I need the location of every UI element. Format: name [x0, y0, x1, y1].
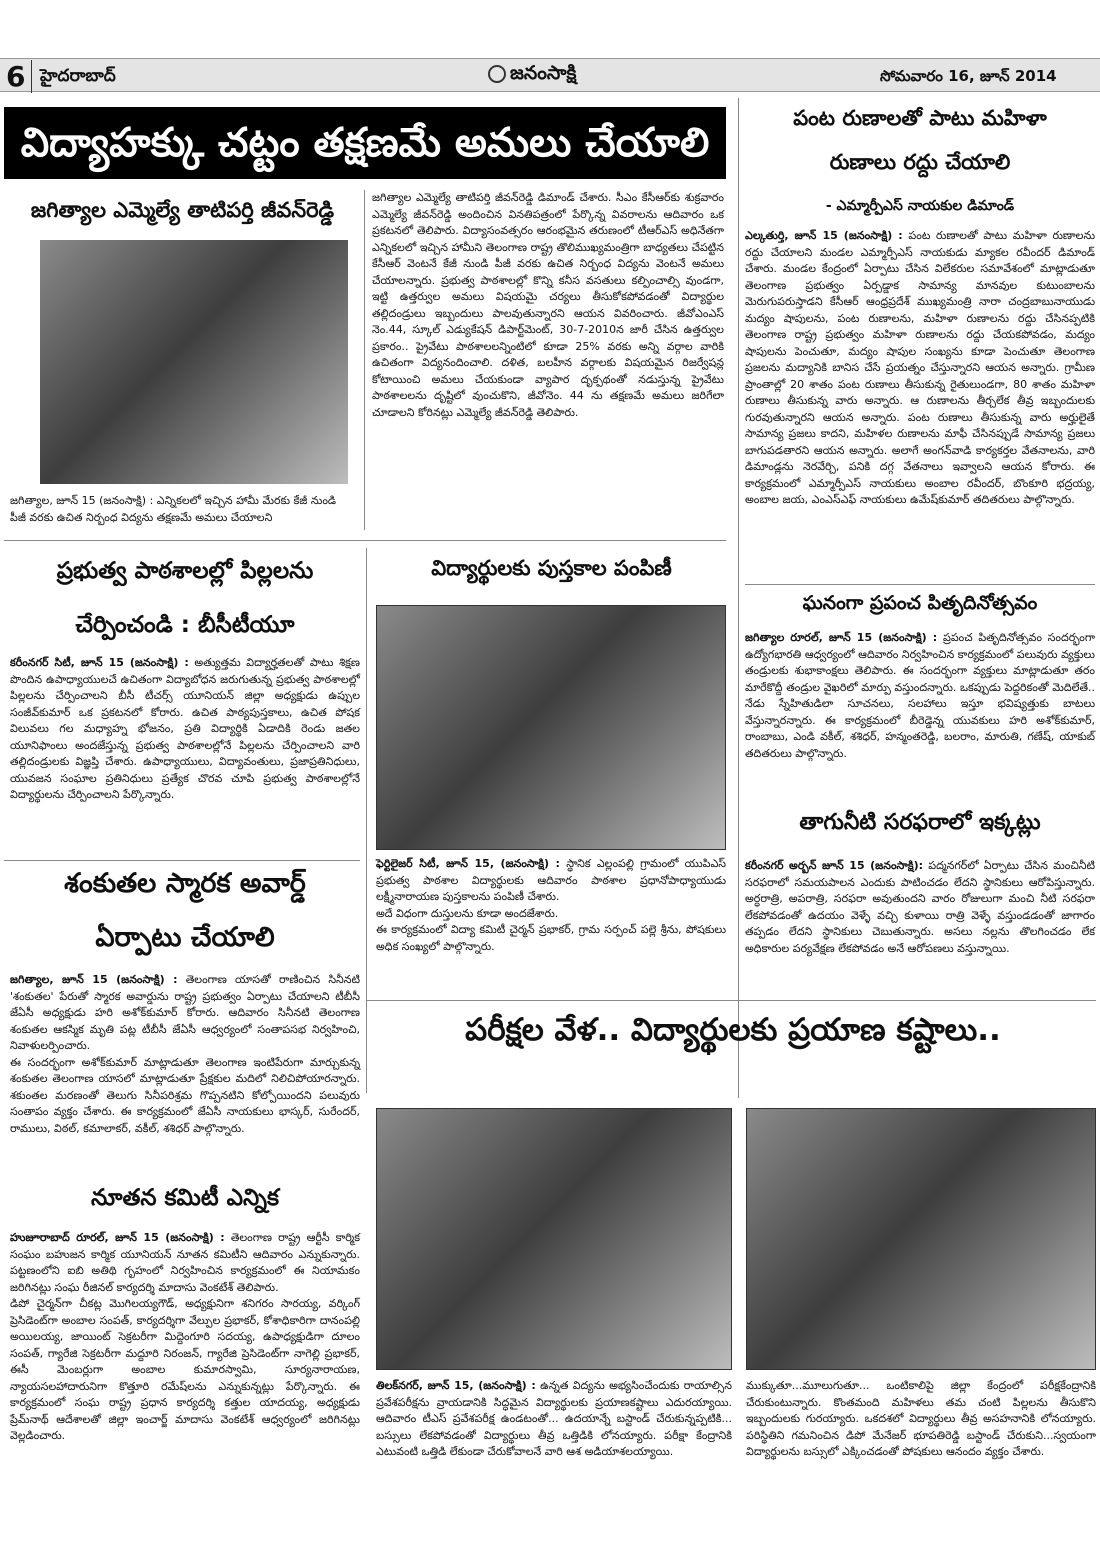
- story9-headline: పరీక్షల వేళ.. విద్యార్థులకు ప్రయాణ కష్టాలు..: [465, 1012, 1001, 1048]
- story5-dateline: జగిత్యాల రూరల్, జూన్ 15 (జనంసాక్షి) :: [745, 631, 938, 644]
- story5-headline: ఘనంగా ప్రపంచ పితృదినోత్సవం: [802, 592, 1038, 614]
- story6-text: [745, 858, 1095, 957]
- page-number: 6: [6, 60, 32, 93]
- story1-subhead: జగిత్యాల ఎమ్మెల్యే తాటిపర్తి జీవన్‌రెడ్డి: [30, 198, 335, 222]
- section-rule: [4, 860, 360, 861]
- story2-body: పంట రుణాలతో పాటు మహిళా రుణాలను రద్దు చేయాలని మండల ఎమ్మార్పీఎస్ నాయకుడు మ్యాకల రవీందర్ డిమాండ్ చేశారు. మండల కేంద్రంలో ఏర్పాటు చేసిన విలేకరుల సమావేశంలో మాట్లాడుతూ తెలంగాణ ప్రభుత్వం ఏర్పడ్డాక సామాన్య మానవుల కుటుంబాలను మెరుగుపరుస్తాడని కేసీఆర్ ఆంధ్రప్రదేశ్ ముఖ్యమంత్రి నారా చంద్రబాబునాయుడు మద్యం షాపులను, పంట రుణాలను, మహిళా రుణాలను రద్దు చేసినప్పటికి తెలంగాణ రాష్ట్ర ప్రభుత్వం మహిళా రుణాలను రద్దు చేయకపోవడం, మద్యం షాపులను పెంచుతూ, మద్యం షాపుల సంఖ్యను కూడా పెంచుతూ తెలంగాణ ప్రజలను మద్యానికి బానిస చేసే ప్రయత్నం చేస్తున్నారని ఆయన అన్నారు. గ్రామీణ ప్రాంతాల్లో 20 శాతం పంట రుణాలు తీసుకున్న రైతులుండగా, 80 శాతం మహిళా రుణాలు తీసుకున్న వారు అన్నారు. ఆ రుణాలను తీర్చలేక తీవ్ర ఇబ్బందులకు గురవుతున్నారని ఆయన అన్నారు. పంట రుణాలు తీసుకున్న వారు అర్హులైతే సామాన్య ప్రజలు కాదని, మహిళల రుణాలను మాఫీ చేసినప్పుడే సామాన్య ప్రజలు బాగుపడతారని ఆయన అన్నారు. అలాగే అంగన్‌వాడి కార్యకర్తల వేతనాలను, వారి డిమాండ్లను నెరవేర్చి, పనికి దగ్గ వేతనాలు ఇవ్వాలని ఆయన కోరారు. ఈ కార్యక్రమంలో ఎమ్మార్పీఎస్ నాయకులు అంబాల రవీందర్, బొంకూరి భద్రయ్య, అంబాల జయ, ఎంఎస్‌ఎఫ్ నాయకులు ఉమేష్‌కుమార్ తదితరులు పాల్గొన్నారు.: [745, 229, 1096, 506]
- issue-date: సోమవారం 16, జూన్ 2014: [880, 67, 1057, 85]
- masthead: [488, 62, 576, 89]
- story8-headline: నూతన కమిటీ ఎన్నిక: [90, 1185, 279, 1211]
- story9-body2: ముక్కుతూ...మూలుగుతూ... ఒంటికాలిపై జిల్లా కేంద్రంలో పరీక్షకేంద్రానికి చేరుకుంటున్నారు. కొంతమంది మహిళలు తమ చంటి పిల్లలను తీసుకొని ఇబ్బందులకు గురయ్యారు. ఒకదశలో విద్యార్థులు తీవ్ర అసహనానికి లోనయ్యారు. పరిస్థితిని గమనించిన డిపో మేనేజర్ భూపతిరెడ్డి బస్టాండ్ చేరుకుని...స్వయంగా విద్యార్థులను బస్సులో ఎక్కించడంతో పోషకులు ఆనందం వ్యక్తం చేశారు.: [746, 1379, 1096, 1458]
- story7-text: [10, 972, 360, 1137]
- story8-body2: డిపో చైర్మన్‌గా చీకట్ల మొగిలయ్యగౌడ్, అధ్యక్షునిగా శనిగరం సారయ్య, వర్కింగ్ ప్రెసిడెంట్‌గా అంబాల సంపత్, కార్యదర్శిగా వేల్పుల ప్రభాకర్, కోశాధికారిగా దానంపల్లి అయిలయ్య, జాయింట్ సెక్రటరీగా మిద్దెంగూరి సదయ్య, ఉపాధ్యక్షుడిగా దూలం సంపత్, గ్యారేజి సెక్రటరీగా మద్దూరి నిరంజన్, గ్యారేజి ప్రెసిడెంట్‌గా నాగెల్లి ప్రభాకర్, ఈసీ మెంబర్లుగా అంబాల కుమారస్వామి, సూర్యనారాయణ, న్యాయసలహాదారునిగా కొత్తూరి రమేష్‌లను ఎన్నుకున్నట్లు పేర్కొన్నారు. ఈ కార్యక్రమంలో సంఘ రాష్ట్ర ప్రధాన కార్యదర్శి కత్తుల యాదయ్య, అధ్యక్షుడు ప్రేమ్‌నాథ్ ఆదేశాలతో జిల్లా ఇంచార్జ్ మాదాసు వెంకటేశ్ ఆధ్వర్యంలో జరిగినట్లు వెల్లడించారు.: [10, 1297, 360, 1442]
- column-rule: [738, 98, 739, 1098]
- story5-body: ప్రపంచ పితృదినోత్సవం సందర్భంగా ఉద్యోగభారతి ఆధ్వర్యంలో ఆదివారం నిర్వహించిన కార్యక్రమంలో పలువురు వ్యక్తులు తండ్రులకు శుభాకాంక్షలు తెలిపారు. ఈ సందర్భంగా వ్యక్తులు మాట్లాడుతూ తరం మారేకొద్దీ తండ్రుల వైఖరిలో మార్పు వస్తుందన్నారు. ఒకప్పుడు పెద్దరికంతో మెదిలేతే.. నేడు స్నేహితుడిలా సూచనలు, సలహాలు ఇస్తూ భవిష్యత్తుకు బాటలు వేస్తున్నారన్నారు. ఈ కార్యక్రమంలో బీరెడ్డెన్న యువకులు హరి అశోక్‌కుమార్, రాంబాబు, ఎండి వకీల్, శశిధర్, హన్మంతరెడ్డి, బలరాం, మారుతి, గణేష్, యాకుబ్ తదితరులు పాల్గొన్నారు.: [745, 631, 1095, 760]
- story6-dateline: కరీంనగర్ అర్బన్ జూన్ 15 (జనంసాక్షి):: [745, 859, 924, 872]
- story9-photo-1: [376, 1108, 732, 1370]
- story8-body: తెలంగాణ రాష్ట్ర ఆర్టీసీ కార్మిక సంఘం బహుజన కార్మిక యూనియన్ నూతన కమిటీని ఆదివారం ఎన్నుకున్నారు. పట్టణంలోని ఐబి అతిథి గృహంలో నిర్వహించిన కార్యక్రమంలో ఈ నియామకం జరిగినట్లు సంఘ రీజినల్ కార్యదర్శి మాదాసు వెంకటేశ్ తెలిపారు.: [10, 1231, 361, 1294]
- story3-body: అత్యుత్తమ విద్యార్హతలతో పాటు శిక్షణ పొందిన ఉపాధ్యాయులచే ఉచితంగా విద్యాబోధన జరుగుతున్న ప్రభుత్వ పాఠశాలల్లో పిల్లలను చేర్పించాలని బీసీ టీచర్స్ యూనియన్ జిల్లా అధ్యక్షుడు ఉప్పుల సంజీవ్‌కుమార్ ఒక ప్రకటనలో కోరారు. ఉచిత పాఠ్యపుస్తకాలు, ఉచిత పోషక విలువలు గల మధ్యాహ్న భోజనం, ప్రతి విద్యార్థికి ఏడాదికి రెండు జతల యూనిఫాంలు అందజేస్తున్న ప్రభుత్వ పాఠశాలల్లోనే పిల్లలను చేర్పించాలని వారి తల్లిదండ్రులకు విజ్ఞప్తి చేశారు. ఉపాధ్యాయులు, విద్యావంతులు, ప్రజాప్రతినిధులు, యువజన సంఘాల ప్రతినిధులు ప్రత్యేక చొరవ చూపి ప్రభుత్వ పాఠశాలల్లోనే విద్యార్థులను చేర్పించాలని పేర్కొన్నారు.: [10, 656, 360, 801]
- story1-headline: విద్యాహక్కు చట్టం తక్షణమే అమలు చేయాలి: [4, 107, 726, 179]
- story3-headline-line1: ప్రభుత్వ పాఠశాలల్లో పిల్లలను: [56, 558, 314, 584]
- story8-text: [10, 1230, 360, 1445]
- story7-body: తెలంగాణ యాసతో రాణించిన సినీనటి 'శంకుతల' పేరుతో స్మారక అవార్డును రాష్ట్ర ప్రభుత్వం ఏర్పాటు చేయాలని టీబీసీ జేఏసీ అధ్యక్షుడు హరి అశోక్‌కుమార్ కోరారు. ఆదివారం సినీనటి తెలంగాణ శంకుతల ఆకస్మిక మృతి పట్ల టీబీసీ జేఏసీ ఆధ్వర్యంలో సంతాపసభ నిర్వహించి, నివాళులర్పించారు.: [10, 973, 360, 1052]
- story5-text: [745, 630, 1095, 762]
- story6-headline: తాగునీటి సరఫరాలో ఇక్కట్లు: [799, 810, 1041, 835]
- story1-caption: జగిత్యాల, జూన్ 15 (జనంసాక్షి) : ఎన్నికలలో ఇచ్చిన హామీ మేరకు కేజీ నుండి పీజీ వరకు ఉచిత నిర్బంధ విద్యను తక్షణమే అమలు చేయాలని: [10, 494, 337, 524]
- story2-dateline: ఎల్కతుర్తి, జూన్ 15 (జనంసాక్షి) :: [745, 229, 903, 242]
- story2-headline-line2: రుణాలు రద్దు చేయాలి: [829, 150, 1011, 174]
- story2-headline-line1: పంట రుణాలతో పాటు మహిళా: [793, 106, 1047, 130]
- story7-dateline: జగిత్యాల, జూన్ 15 (జనంసాక్షి) :: [10, 973, 178, 986]
- story1-body: జగిత్యాల ఎమ్మెల్యే తాటిపర్తి జీవన్‌రెడ్డి డిమాండ్ చేశారు. సీఎం కేసీఆర్‌కు శుక్రవారం ఎమ్మెల్యే జీవన్‌రెడ్డి అందించిన వినతిపత్రంలో పేర్కొన్న వివరాలను ఆదివారం ఒక ప్రకటనలో తెలిపారు. విద్యాసంవత్సరం ఆరంభమైన తరుణంలో టీఆర్‌ఎస్ అధినేతగా ఎన్నికలలో ఇచ్చిన హామీని తెలంగాణ రాష్ట్ర తొలిముఖ్యమంత్రిగా బాధ్యతలు చేపట్టిన కేసీఆర్ వెంటనే కేజీ నుండి పీజీ వరకు ఉచిత నిర్బంధ విద్యను వెంటనే అమలు చేయాలన్నారు. ప్రభుత్వ పాఠశాలల్లో కొన్ని కనీస వసతులు కల్పించాల్సి వుండగా, ఇట్టి ఉత్తర్వుల అమలు విషయమై చర్యలు తీసుకోకపోవడంతో విద్యార్థుల తల్లిదండ్రులు ఇబ్బందులు పాలవుతున్నారని ఆయన వివరించారు. జీవోఎంఎస్ నెం.44, స్కూల్ ఎడ్యుకేషన్ డిపార్ట్‌మెంట్, 30-7-2010న జారీ చేసిన ఉత్తర్వుల ప్రకారం.. ప్రైవేటు పాఠశాలలన్నింటిలో కూడా 25% వరకు అన్ని వర్గాల వారికి ఉచితంగా విద్యనందించాలి. దళిత, బలహీన వర్గాలకు విషయమైన రిజర్వేషన్ల కోటాయించి అమలు చేయకుండా వ్యాపార దృక్పథంతో నడుస్తున్న ప్రైవేటు పాఠశాలలను దృష్టిలో వుంచుకొని, జీవోనెం. 44 ను తక్షణమే అమలు జరిగేలా చూడాలని కోరినట్లు ఎమ్మెల్యే జీవన్‌రెడ్డి తెలిపారు.: [372, 191, 724, 419]
- story8-dateline: హుజూరాబాద్ రూరల్, జూన్ 15 (జనంసాక్షి) :: [10, 1231, 225, 1244]
- story4-dateline: ఫెర్టిలైజర్ సిటీ, జూన్ 15, (జనంసాక్షి) :: [376, 857, 560, 870]
- story7-headline-line1: శంకుతల స్మారక అవార్డ్: [64, 868, 306, 899]
- story3-headline-line2: చేర్పించండి : బీసీటీయూ: [75, 612, 295, 638]
- story9-photo-2: [746, 1108, 1096, 1370]
- story1-photo: [40, 240, 348, 484]
- story4-body2: అదే విధంగా దుస్తులను కూడా అందజేశారు.: [376, 906, 559, 920]
- story4-headline: విద్యార్థులకు పుస్తకాల పంపిణీ: [431, 556, 672, 580]
- masthead-logo-icon: [488, 65, 506, 83]
- story2-subhead: - ఎమ్మార్పీఎస్ నాయకుల డిమాండ్: [825, 198, 1015, 214]
- story3-text: [10, 655, 360, 804]
- section-rule: [745, 584, 1095, 585]
- story3-dateline: కరీంనగర్ సిటీ, జూన్ 15 (జనంసాక్షి) :: [10, 656, 189, 669]
- story4-body3: ఈ కార్యక్రమంలో విద్యా కమిటీ చైర్మన్ ప్రభాకర్, గ్రామ సర్పంచ్ పల్లె శ్రీను, పోషకులు అధిక సంఖ్యలో పాల్గొన్నారు.: [376, 923, 726, 953]
- story4-text: [376, 856, 726, 955]
- section-city: హైదరాబాద్: [40, 66, 116, 86]
- column-rule: [364, 190, 365, 530]
- section-rule: [4, 540, 726, 541]
- story4-photo: [376, 605, 726, 850]
- story4-body: స్థానిక ఎల్లంపల్లి గ్రామంలో యుపిఎస్ ప్రభుత్వ పాఠశాల విద్యార్థులకు ఆదివారం పాఠశాల ప్రధానోపాధ్యాయుడు లక్ష్మీనారాయణ పుస్తకాలను పంపిణీ చేశారు.: [376, 857, 727, 903]
- story9-body: ఉన్నత విద్యను అభ్యసించేందుకు రాయాల్సిన ప్రవేశపరీక్షను వ్రాయడానికి సిద్ధమైన విద్యార్థులకు ప్రయాణకష్టాలు ఎదురయ్యాయి. ఆదివారం టీఎస్ ప్రవేశపరీక్ష ఉండటంతో... ఉదయాన్నే బస్టాండ్ చేరుకున్నప్పటికి... బస్సులు లేకపోవడంతో విద్యార్థులు తీవ్ర ఒత్తిడికి లోనయ్యారు. పరీక్షా కేంద్రానికి ఎటువంటి ఒత్తిడి లేకుండా చేరుకోవాలనే వారి ఆశ అడియాశలయ్యాయి.: [376, 1379, 732, 1458]
- story9-dateline: తిలక్‌నగర్, జూన్ 15, (జనంసాక్షి) :: [376, 1379, 536, 1392]
- story2-text: [745, 228, 1095, 509]
- masthead-title: జనంసాక్షి: [510, 62, 577, 84]
- story6-body: పద్మనగర్‌లో ఏర్పాటు చేసిన మంచినీటి సరఫరాలో సమయపాలన ఎందుకు పాటించడం లేదని స్థానికులు ఆరోపిస్తున్నారు. అర్ధరాత్రి, అపరాత్రి, సరఫరా అవుతుందని వారం రోజులుగా మంచి నీటి సరఫరా లేకపోవడంతో ఉదయం వెళ్ళే వచ్చి కుళాయి రాత్రి వెళ్ళే వస్తుండడంతో జాగారం తప్పడం లేదని స్థానికులు చెబుతున్నారు. అసలు నల్లను తొలగించడం లేక అధికారుల పర్యవేక్షణ లేకపోవడం అనే ఆరోపణలు వస్తున్నాయి.: [745, 859, 1096, 955]
- story9-text: [376, 1378, 732, 1461]
- section-rule: [366, 1000, 1096, 1001]
- story7-headline-line2: ఏర్పాటు చేయాలి: [95, 922, 275, 953]
- story7-body2: ఈ సందర్భంగా అశోక్‌కుమార్ మాట్లాడుతూ తెలంగాణ ఇంటిపేరుగా మార్చుకున్న శంకుతల తెలంగాణ యాసలో మాట్లాడుతూ ప్రేక్షకుల మదిలో నిలిచిపోయారన్నారు. శకుంతల మరణంతో తెలుగు సినీపరిశ్రమ గొప్పనటిని కోల్పోయిందని పలువురు సంతాపం వ్యక్తం చేశారు. ఈ కార్యక్రమంలో జేఏసీ నాయకులు భాస్కర్, సురేందర్, రాములు, విఠల్, కమాలాకర్, వకీల్, శశిధర్ పాల్గొన్నారు.: [10, 1055, 360, 1135]
- column-rule: [366, 548, 367, 1093]
